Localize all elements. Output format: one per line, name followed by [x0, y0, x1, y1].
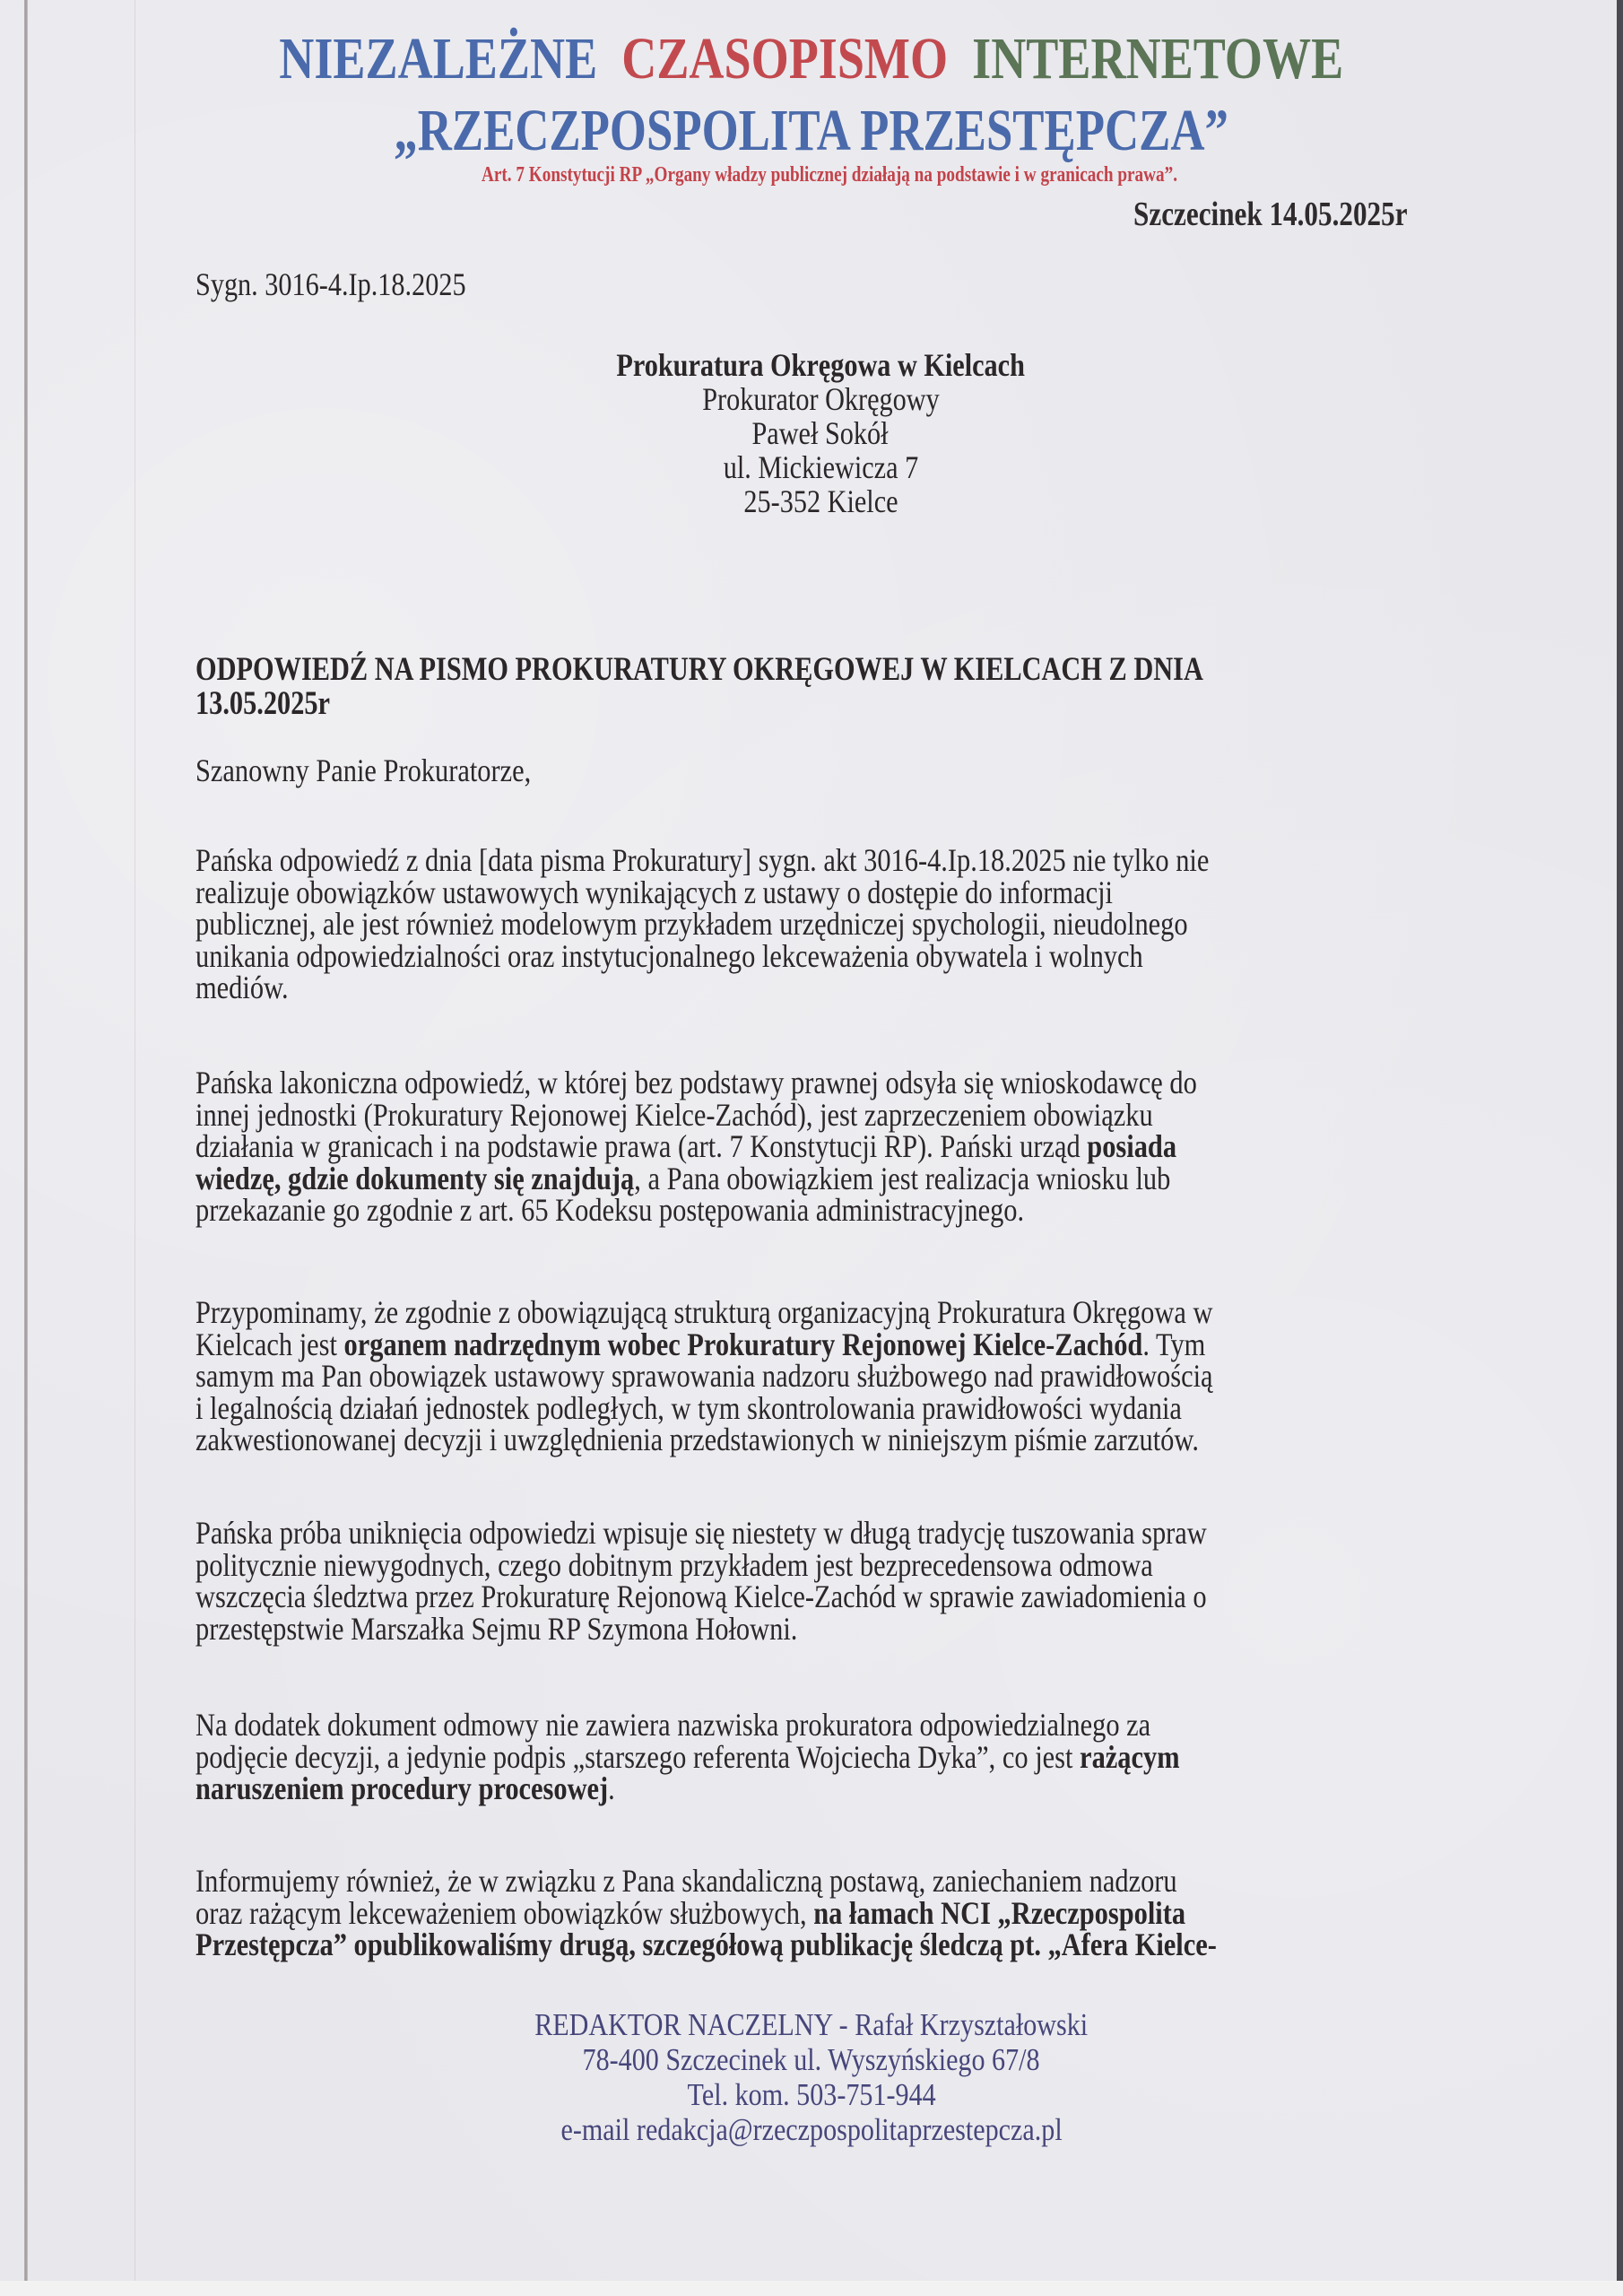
- paragraph-line: Pańska odpowiedź z dnia [data pisma Prokuratury] sygn. akt 3016-4.Ip.18.2025 nie tylko nie: [195, 842, 1210, 878]
- recipient-city: 25-352 Kielce: [742, 483, 898, 519]
- salutation: [195, 752, 532, 788]
- text-run: Kielcach jest: [195, 1326, 344, 1362]
- paragraph-line: mediów.: [195, 970, 289, 1005]
- emphasis-text: naruszeniem procedury procesowej: [195, 1770, 609, 1806]
- paragraph-line: przestępstwie Marszałka Sejmu RP Szymona Hołowni.: [195, 1610, 798, 1647]
- salutation-text: Szanowny Panie Prokuratorze,: [195, 752, 532, 788]
- motto-text: Art. 7 Konstytucji RP „Organy władzy publicznej działają na podstawie i w granicach prawa”.: [482, 163, 1177, 187]
- paragraph-line: [195, 1128, 1197, 1164]
- paragraph-line: zakwestionowanej decyzji i uwzględnienia przedstawionych w niniejszym piśmie zarzutów.: [195, 1422, 1199, 1457]
- masthead-motto: [0, 163, 1623, 187]
- letterhead-footer: [0, 2007, 1623, 2147]
- publication-name: „RZECZPOSPOLITA PRZESTĘPCZA”: [394, 98, 1229, 163]
- paragraph-line: Informujemy również, że w związku z Pana skandaliczną postawą, zaniechaniem nadzoru: [195, 1863, 1177, 1899]
- paragraph-line: [195, 1770, 1180, 1806]
- paragraph-line: i legalnością działań jednostek podległych, w tym skontrolowania prawidłowości wydania: [195, 1389, 1182, 1426]
- masthead-title: [0, 25, 1623, 93]
- recipient-street: ul. Mickiewicza 7: [723, 449, 918, 485]
- text-run: . Tym: [1142, 1326, 1206, 1362]
- place-date: Szczecinek 14.05.2025r: [1133, 196, 1408, 233]
- paragraph-line: [195, 1894, 1217, 1931]
- recipient-name: Paweł Sokół: [751, 415, 890, 451]
- footer-phone: Tel. kom. 503-751-944: [687, 2077, 936, 2112]
- emphasis-text: rażącym: [1080, 1738, 1180, 1775]
- paragraph-5: [195, 1709, 1180, 1805]
- masthead-word-internetowe: INTERNETOWE: [972, 26, 1344, 91]
- scan-bottom-strip: [0, 2281, 1623, 2296]
- paragraph-line: publicznej, ale jest również modelowym przykładem urzędniczej spychologii, nieudolnego: [195, 906, 1188, 942]
- paragraph-4: [195, 1515, 1207, 1647]
- text-run: oraz rażącym lekceważeniem obowiązków służbowych,: [195, 1894, 814, 1931]
- scan-edge-line: [24, 0, 28, 2281]
- paragraph-line: Na dodatek dokument odmowy nie zawiera nazwiska prokuratora odpowiedzialnego za: [195, 1707, 1151, 1743]
- paragraph-line: realizuje obowiązków ustawowych wynikających z ustawy o dostępie do informacji: [195, 874, 1113, 910]
- letter-subject: [195, 653, 1203, 721]
- subject-line-1: ODPOWIEDŹ NA PISMO PROKURATURY OKRĘGOWEJ W KIELCACH Z DNIA: [195, 651, 1203, 688]
- paragraph-line: przekazanie go zgodnie z art. 65 Kodeksu postępowania administracyjnego.: [195, 1192, 1025, 1228]
- emphasis-text: wiedzę, gdzie dokumenty się znajdują: [195, 1160, 635, 1196]
- paragraph-line: [195, 1926, 1217, 1962]
- reference-number: Sygn. 3016-4.Ip.18.2025: [195, 266, 466, 302]
- recipient-institution: Prokuratura Okręgowa w Kielcach: [616, 347, 1025, 383]
- paragraph-2: [195, 1067, 1197, 1227]
- masthead-word-niezalezne: NIEZALEŻNE: [279, 26, 598, 91]
- footer-email: e-mail redakcja@rzeczpospolitaprzestepcza.pl: [560, 2112, 1063, 2147]
- footer-editor: REDAKTOR NACZELNY - Rafał Krzyształowski: [534, 2007, 1089, 2042]
- text-run: , a Pana obowiązkiem jest realizacja wniosku lub: [634, 1160, 1171, 1196]
- masthead-word-czasopismo: CZASOPISMO: [621, 26, 949, 91]
- paragraph-line: Przypominamy, że zgodnie z obowiązującą strukturą organizacyjną Prokuratura Okręgowa w: [195, 1294, 1213, 1330]
- paragraph-line: Pańska lakoniczna odpowiedź, w której bez podstawy prawnej odsyła się wnioskodawcę do: [195, 1065, 1197, 1100]
- emphasis-text: organem nadrzędnym wobec Prokuratury Rejonowej Kielce-Zachód: [343, 1326, 1143, 1362]
- paragraph-6: [195, 1863, 1217, 1962]
- emphasis-text: Przestępcza” opublikowaliśmy drugą, szczegółową publikację śledczą pt. „Afera Kielce-: [195, 1926, 1217, 1962]
- subject-line-2: 13.05.2025r: [195, 685, 331, 722]
- text-run: podjęcie decyzji, a jedynie podpis „starszego referenta Wojciecha Dyka”, co jest: [195, 1738, 1081, 1775]
- paragraph-line: [195, 1738, 1180, 1775]
- scan-edge-right: [1617, 0, 1623, 2281]
- recipient-address: [556, 348, 1085, 518]
- emphasis-text: na łamach NCI „Rzeczpospolita: [813, 1894, 1186, 1931]
- recipient-position: Prokurator Okręgowy: [701, 381, 940, 417]
- paragraph-line: politycznie niewygodnych, czego dobitnym przykładem jest bezprecedensowa odmowa: [195, 1546, 1153, 1583]
- masthead-publication-name: [0, 97, 1623, 165]
- paragraph-line: unikania odpowiedzialności oraz instytucjonalnego lekceważenia obywatela i wolnych: [195, 937, 1143, 974]
- paragraph-1: [195, 842, 1210, 1005]
- paragraph-line: samym ma Pan obowiązek ustawowy sprawowania nadzoru służbowego nad prawidłowością: [195, 1358, 1213, 1394]
- footer-address: 78-400 Szczecinek ul. Wyszyńskiego 67/8: [582, 2042, 1041, 2077]
- emphasis-text: posiada: [1087, 1128, 1177, 1164]
- paragraph-3: [195, 1294, 1213, 1457]
- text-run: .: [608, 1770, 615, 1806]
- paragraph-line: wszczęcia śledztwa przez Prokuraturę Rejonową Kielce-Zachód w sprawie zawiadomienia o: [195, 1578, 1207, 1614]
- paragraph-line: [195, 1160, 1197, 1196]
- text-run: działania w granicach i na podstawie prawa (art. 7 Konstytucji RP). Pański urząd: [195, 1128, 1088, 1164]
- paragraph-line: Pańska próba uniknięcia odpowiedzi wpisuje się niestety w długą tradycję tuszowania spraw: [195, 1515, 1207, 1551]
- paragraph-line: innej jednostki (Prokuratury Rejonowej Kielce-Zachód), jest zaprzeczeniem obowiązku: [195, 1096, 1153, 1133]
- paragraph-line: [195, 1326, 1213, 1362]
